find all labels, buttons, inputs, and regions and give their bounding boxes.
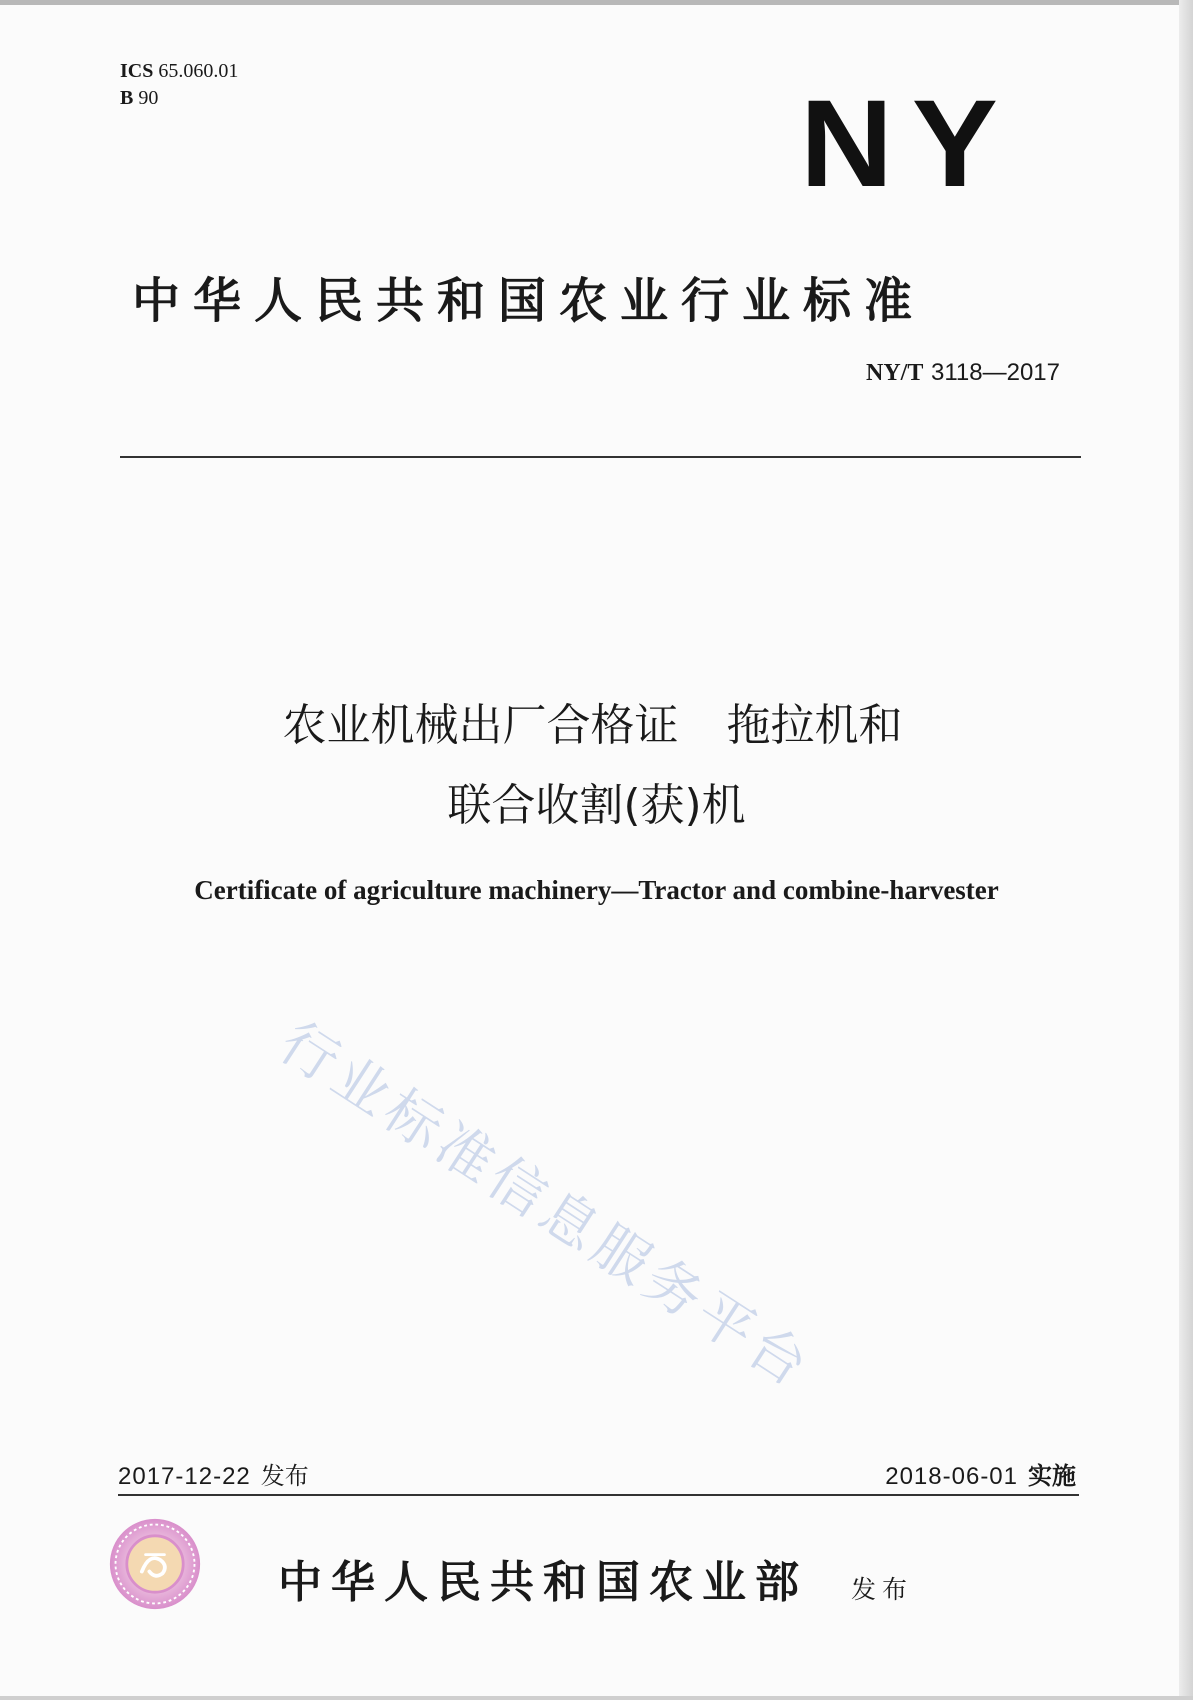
issuing-authority: 中华人民共和国农业部 <box>278 1557 808 1608</box>
footer-divider <box>118 1494 1079 1496</box>
issue-date: 2017-12-22 <box>118 1463 251 1490</box>
scan-edge-right <box>1179 0 1193 1700</box>
classification-codes <box>120 58 238 112</box>
title-line-1-part-a: 农业机械出厂合格证 <box>282 700 679 751</box>
scan-edge-top <box>0 0 1193 5</box>
issuer-suffix: 发布 <box>851 1575 914 1604</box>
ministry-seal-icon <box>108 1517 202 1611</box>
issue-label: 发布 <box>260 1462 309 1490</box>
standard-type-heading: 中华人民共和国农业行业标准 <box>132 273 926 329</box>
watermark-text: 行业标准信息服务平台 <box>268 1010 824 1403</box>
standard-code: NY/T <box>866 360 924 386</box>
title-line-2: 联合收割(获)机 <box>447 780 746 831</box>
ccs-label: B <box>120 87 134 109</box>
standard-number-value: 3118—2017 <box>931 359 1060 386</box>
title-line-1 <box>0 686 1189 766</box>
document-title-cn <box>0 686 1193 846</box>
ccs-line <box>120 85 238 112</box>
implement-label: 实施 <box>1028 1462 1076 1490</box>
scan-edge-bottom <box>0 1696 1193 1700</box>
implement-date: 2018-06-01 <box>885 1463 1018 1490</box>
header-divider <box>120 456 1081 458</box>
document-title-en: Certificate of agriculture machinery—Tractor and combine-harvester <box>194 875 999 905</box>
ics-line <box>120 58 238 85</box>
ny-logo: NY <box>800 75 1017 213</box>
implement-date-block <box>885 1456 1076 1491</box>
title-line-1-part-b: 拖拉机和 <box>726 700 903 751</box>
ccs-code: 90 <box>138 87 159 109</box>
issue-date-block <box>118 1456 309 1491</box>
ics-code: 65.060.01 <box>158 60 239 82</box>
standard-number <box>866 358 1060 387</box>
ics-label: ICS <box>120 60 154 82</box>
